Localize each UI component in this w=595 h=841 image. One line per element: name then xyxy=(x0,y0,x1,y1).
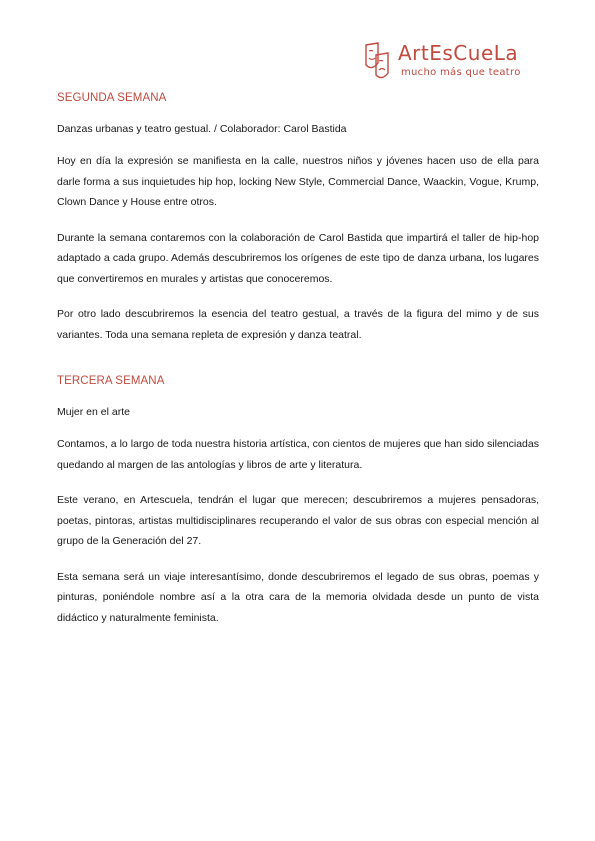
logo-tagline: mucho más que teatro xyxy=(401,67,521,78)
paragraph: Hoy en día la expresión se manifiesta en la calle, nuestros niños y jóvenes hacen uso de ella para darle forma a sus inquietudes hip hop, locking New Style, Commercial Dance, Waackin, Vogue, Krump, Clown Dance y House entre otros. xyxy=(57,155,539,208)
paragraph: Contamos, a lo largo de toda nuestra historia artística, con cientos de mujeres que han sido silenciadas quedando al margen de las antologías y libros de arte y literatura. xyxy=(57,438,539,471)
paragraph: Durante la semana contaremos con la colaboración de Carol Bastida que impartirá el taller de hip-hop adaptado a cada grupo. Además descubriremos los orígenes de este tipo de danza urbana, los lugares que convertiremos en murales y artistas que conoceremos. xyxy=(57,231,539,285)
section-tercera-semana xyxy=(57,373,539,628)
paragraph: Este verano, en Artescuela, tendrán el lugar que merecen; descubriremos a mujeres pensadoras, poetas, pintoras, artistas multidisciplinares recuperando el valor de sus obras con especial mención al grupo de la Generación del 27. xyxy=(57,494,539,547)
section-subtitle: Mujer en el arte xyxy=(57,406,130,418)
paragraph: Por otro lado descubriremos la esencia del teatro gestual, a través de la figura del mimo y de sus variantes. Toda una semana repleta de expresión y danza teatral. xyxy=(57,308,539,341)
section-heading: TERCERA SEMANA xyxy=(57,375,165,387)
section-segunda-semana xyxy=(57,90,539,345)
paragraph: Esta semana será un viaje interesantísimo, donde descubriremos el legado de sus obras, poemas y pinturas, poniéndole nombre así a la otra cara de la memoria olvidada desde un punto de vista didáctico y naturalmente feminista. xyxy=(57,570,539,624)
section-subtitle: Danzas urbanas y teatro gestual. / Colaborador: Carol Bastida xyxy=(57,123,347,135)
theatre-masks-icon xyxy=(364,41,390,81)
section-heading: SEGUNDA SEMANA xyxy=(57,92,167,104)
artescuela-logo xyxy=(364,41,524,83)
logo-name: ArtEsCueLa xyxy=(398,41,519,65)
